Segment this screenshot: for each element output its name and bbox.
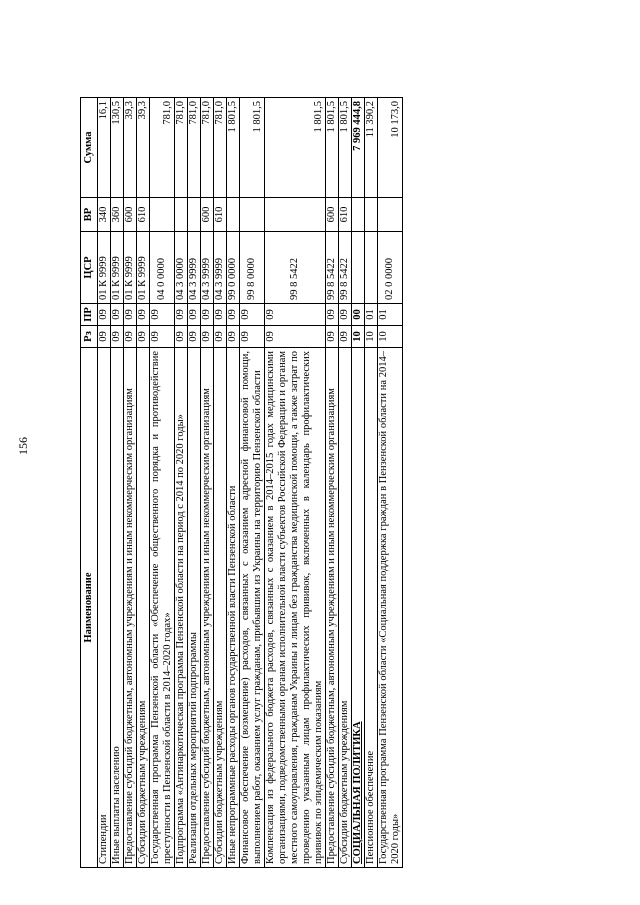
header-pr: ПР [81,304,98,326]
cell-sum: 39,3 [124,98,137,198]
header-vr: ВР [81,198,98,232]
cell-pr: 09 [227,304,240,326]
cell-rz: 09 [137,326,150,348]
cell-rz: 09 [339,326,352,348]
cell-sum: 781,0 [175,98,188,198]
header-csr: ЦСР [81,232,98,304]
cell-name: Субсидии бюджетным учреждениям [214,348,227,868]
cell-csr: 01 К 9999 [111,232,124,304]
cell-name: Компенсация из федерального бюджета расходов, связанных с оказанием в 2014–2015 годах медицинскими организациями, подведомственными органам исполнительной власти субъектов Российской Федерации и органам местного самоуправления, гражданам Украины и лицам без гражданства медицинской помощи, а также затрат по проведению указанным лицам профилактических прививок, включенных в календарь профилактических прививок по эпидемическим показаниям [265,348,326,868]
cell-pr: 09 [188,304,201,326]
table-row [265,98,326,868]
cell-sum: 781,0 [188,98,201,198]
cell-csr: 99 8 5422 [265,232,326,304]
cell-pr: 09 [137,304,150,326]
table-row [150,98,175,868]
table-row [137,98,150,868]
header-rz: Рз [81,326,98,348]
cell-name: Предоставление субсидий бюджетным, автономным учреждениям и иным некоммерческим организациям [124,348,137,868]
header-name: Наименование [81,348,98,868]
cell-rz: 09 [265,326,326,348]
table-row [365,98,378,868]
cell-csr: 04 0 0000 [150,232,175,304]
cell-vr: 610 [137,198,150,232]
cell-pr: 09 [124,304,137,326]
cell-sum: 11 390,2 [365,98,378,198]
table-row [339,98,352,868]
cell-pr: 09 [201,304,214,326]
table-row [111,98,124,868]
cell-pr: 09 [98,304,111,326]
table-row [98,98,111,868]
cell-rz: 10 [365,326,378,348]
cell-rz: 09 [214,326,227,348]
cell-rz: 09 [124,326,137,348]
cell-vr [365,198,378,232]
cell-pr: 09 [214,304,227,326]
cell-pr: 09 [265,304,326,326]
cell-name: Иные непрограммные расходы органов государственной власти Пензенской области [227,348,240,868]
cell-vr [352,198,365,232]
cell-vr: 610 [339,198,352,232]
cell-name: Реализация отдельных мероприятий подпрограммы [188,348,201,868]
table-body [98,98,403,868]
cell-csr: 99 8 5422 [326,232,339,304]
cell-sum: 16,1 [98,98,111,198]
cell-name: Государственная программа Пензенской области «Социальная поддержка граждан в Пензенской области на 2014–2020 годы» [378,348,403,868]
budget-table [80,97,403,868]
rotated-table-wrapper [80,98,540,868]
cell-pr: 09 [175,304,188,326]
cell-csr: 99 8 0000 [240,232,265,304]
cell-name: Субсидии бюджетным учреждениям [339,348,352,868]
table-header-row [81,98,98,868]
cell-sum: 781,0 [201,98,214,198]
cell-sum: 1 801,5 [339,98,352,198]
cell-rz: 10 [352,326,365,348]
cell-csr: 01 К 9999 [124,232,137,304]
cell-pr: 00 [352,304,365,326]
cell-rz: 09 [150,326,175,348]
table-row [124,98,137,868]
cell-vr [150,198,175,232]
cell-name: Подпрограмма «Антинаркотическая программа Пензенской области на период с 2014 по 2020 годы» [175,348,188,868]
cell-name: Пенсионное обеспечение [365,348,378,868]
table-row [201,98,214,868]
cell-sum: 1 801,5 [227,98,240,198]
table-row [227,98,240,868]
table-row [378,98,403,868]
cell-rz: 09 [111,326,124,348]
cell-csr [365,232,378,304]
cell-csr: 04 3 9999 [201,232,214,304]
cell-vr: 610 [214,198,227,232]
table-row [214,98,227,868]
cell-vr: 340 [98,198,111,232]
cell-sum: 1 801,5 [240,98,265,198]
cell-name: Стипендии [98,348,111,868]
cell-name: СОЦИАЛЬНАЯ ПОЛИТИКА [352,348,365,868]
cell-vr [240,198,265,232]
cell-vr: 600 [124,198,137,232]
table-row [240,98,265,868]
cell-csr: 04 3 0000 [175,232,188,304]
cell-name: Государственная программа Пензенской области «Обеспечение общественного порядка и противодействие преступности в Пензенской области в 2014–2020 годах» [150,348,175,868]
cell-name: Иные выплаты населению [111,348,124,868]
cell-rz: 09 [188,326,201,348]
cell-pr: 01 [378,304,403,326]
cell-csr: 02 0 0000 [378,232,403,304]
cell-rz: 09 [326,326,339,348]
cell-name: Финансовое обеспечение (возмещение) расходов, связанных с оказанием адресной финансовой помощи, выполнением работ, оказанием услуг гражданам, прибывшим из Украины на территорию Пензенской области [240,348,265,868]
cell-rz: 09 [98,326,111,348]
cell-csr: 99 8 5422 [339,232,352,304]
table-row [352,98,365,868]
cell-pr: 09 [326,304,339,326]
cell-name: Предоставление субсидий бюджетным, автономным учреждениям и иным некоммерческим организациям [326,348,339,868]
header-sum: Сумма [81,98,98,198]
cell-vr [227,198,240,232]
cell-rz: 09 [201,326,214,348]
cell-vr [175,198,188,232]
cell-pr: 09 [339,304,352,326]
cell-name: Предоставление субсидий бюджетным, автономным учреждениям и иным некоммерческим организациям [201,348,214,868]
cell-vr: 600 [326,198,339,232]
cell-csr [352,232,365,304]
page-number: 156 [16,437,30,455]
table-row [326,98,339,868]
cell-rz: 09 [175,326,188,348]
cell-pr: 01 [365,304,378,326]
cell-pr: 09 [111,304,124,326]
cell-csr: 04 3 9999 [214,232,227,304]
cell-name: Субсидии бюджетным учреждениям [137,348,150,868]
cell-sum: 1 801,5 [265,98,326,198]
cell-sum: 781,0 [150,98,175,198]
cell-sum: 7 969 444,8 [352,98,365,198]
cell-rz: 09 [240,326,265,348]
cell-csr: 01 К 9999 [98,232,111,304]
table-row [188,98,201,868]
cell-csr: 01 К 9999 [137,232,150,304]
cell-rz: 09 [227,326,240,348]
cell-vr [265,198,326,232]
cell-sum: 39,3 [137,98,150,198]
cell-vr: 360 [111,198,124,232]
cell-sum: 10 173,0 [378,98,403,198]
table-row [175,98,188,868]
cell-pr: 09 [240,304,265,326]
cell-csr: 04 3 9999 [188,232,201,304]
cell-vr [378,198,403,232]
cell-sum: 130,5 [111,98,124,198]
cell-vr: 600 [201,198,214,232]
cell-sum: 1 801,5 [326,98,339,198]
cell-rz: 10 [378,326,403,348]
cell-csr: 99 0 0000 [227,232,240,304]
cell-vr [188,198,201,232]
cell-pr: 09 [150,304,175,326]
cell-sum: 781,0 [214,98,227,198]
